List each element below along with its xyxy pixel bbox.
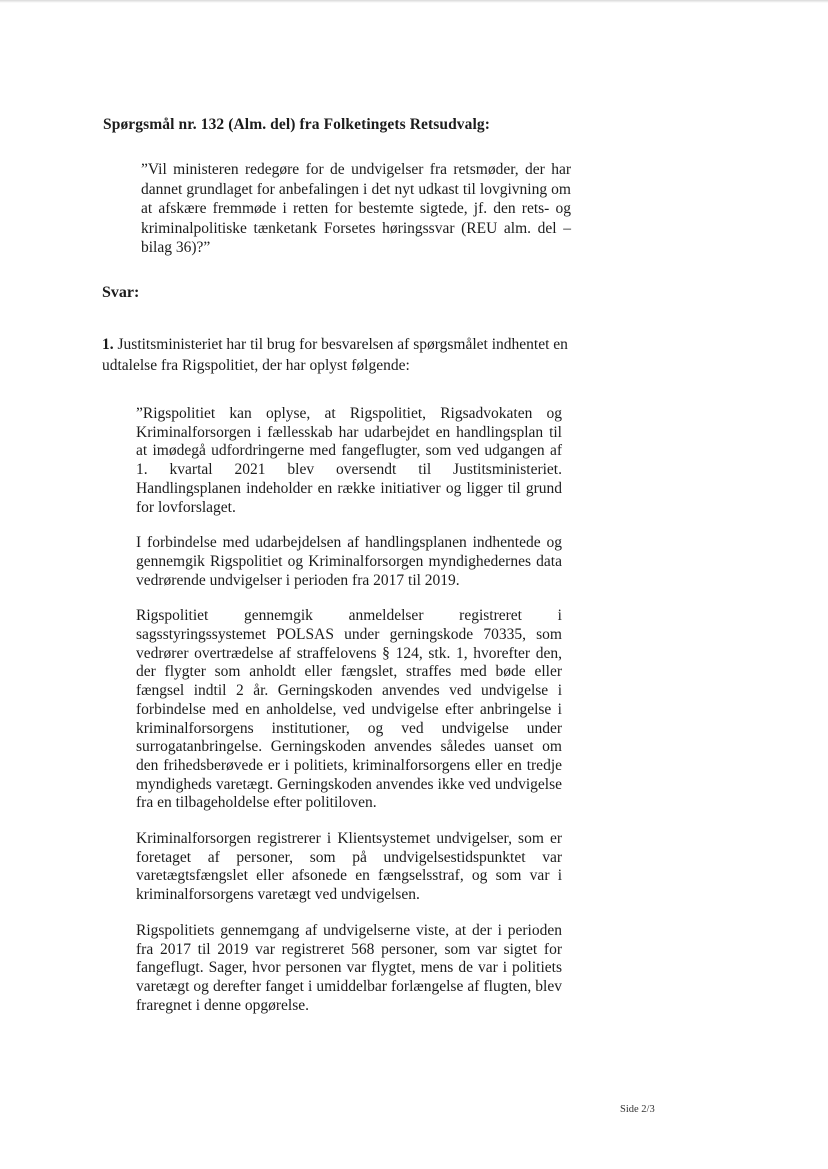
answer-number: 1. <box>102 336 114 353</box>
answer-intro <box>102 334 607 376</box>
quote-paragraph: ”Rigspolitiet kan oplyse, at Rigspolitiet, Rigsadvokaten og Kriminalforsorgen i fællesskab har udarbejdet en handlingsplan til at imødegå udfordringerne med fangeflugter, som ved udgangen af 1. kvartal 2021 blev oversendt til Justitsministeriet. Handlingsplanen indeholder en række initiativer og ligger til grund for lovforslaget. <box>136 405 562 516</box>
quote-paragraph: Kriminalforsorgen registrerer i Klientsystemet undvigelser, som er foretaget af personer, som på undvigelsestidspunktet var varetægtsfængslet eller afsonede en fængselsstraf, og som var i kriminalforsorgens varetægt ved undvigelsen. <box>136 830 562 904</box>
page-number: Side 2/3 <box>620 1104 655 1115</box>
quote-paragraph: Rigspolitiet gennemgik anmeldelser registreret i sagsstyringssystemet POLSAS under gerningskode 70335, som vedrører overtrædelse af straffelovens § 124, stk. 1, hvorefter den, der flygter som anholdt eller fængslet, straffes med bøde eller fængsel indtil 2 år. Gerningskoden anvendes ved undvigelse i forbindelse med en anholdelse, ved undvigelse efter anbringelse i kriminalforsorgens institutioner, og ved undvigelse under surrogatanbringelse. Gerningskoden anvendes således uanset om den frihedsberøvede er i politiets, kriminalforsorgens eller en tredje myndigheds varetægt. Gerningskoden anvendes ikke ved undvigelse fra en tilbageholdelse efter politiloven. <box>136 607 562 812</box>
rigspolitiet-quote <box>136 405 562 1032</box>
question-text: ”Vil ministeren redegøre for de undvigelser fra retsmøder, der har dannet grundlaget for anbefalingen i det nyt udkast til lovgivning om at afskære fremmøde i retten for bestemte sigtede, jf. den rets- og kriminalpolitiske tænketank Forsetes høringssvar (REU alm. del – bilag 36)?” <box>141 161 571 256</box>
answer-heading: Svar: <box>102 284 140 301</box>
quote-paragraph: Rigspolitiets gennemgang af undvigelserne viste, at der i perioden fra 2017 til 2019 var registreret 568 personer, som var sigtet for fangeflugt. Sager, hvor personen var flygtet, mens de var i politiets varetægt og derefter fanget i umiddelbar forlængelse af flugten, blev fraregnet i denne opgørelse. <box>136 921 562 1014</box>
answer-intro-text: Justitsministeriet har til brug for besvarelsen af spørgsmålet indhentet en udtalelse fra Rigspolitiet, der har oplyst følgende: <box>102 336 568 374</box>
question-heading: Spørgsmål nr. 132 (Alm. del) fra Folketingets Retsudvalg: <box>103 116 491 133</box>
quote-paragraph: I forbindelse med udarbejdelsen af handlingsplanen indhentede og gennemgik Rigspolitiet og Kriminalforsorgen myndighedernes data vedrørende undvigelser i perioden fra 2017 til 2019. <box>136 534 562 589</box>
